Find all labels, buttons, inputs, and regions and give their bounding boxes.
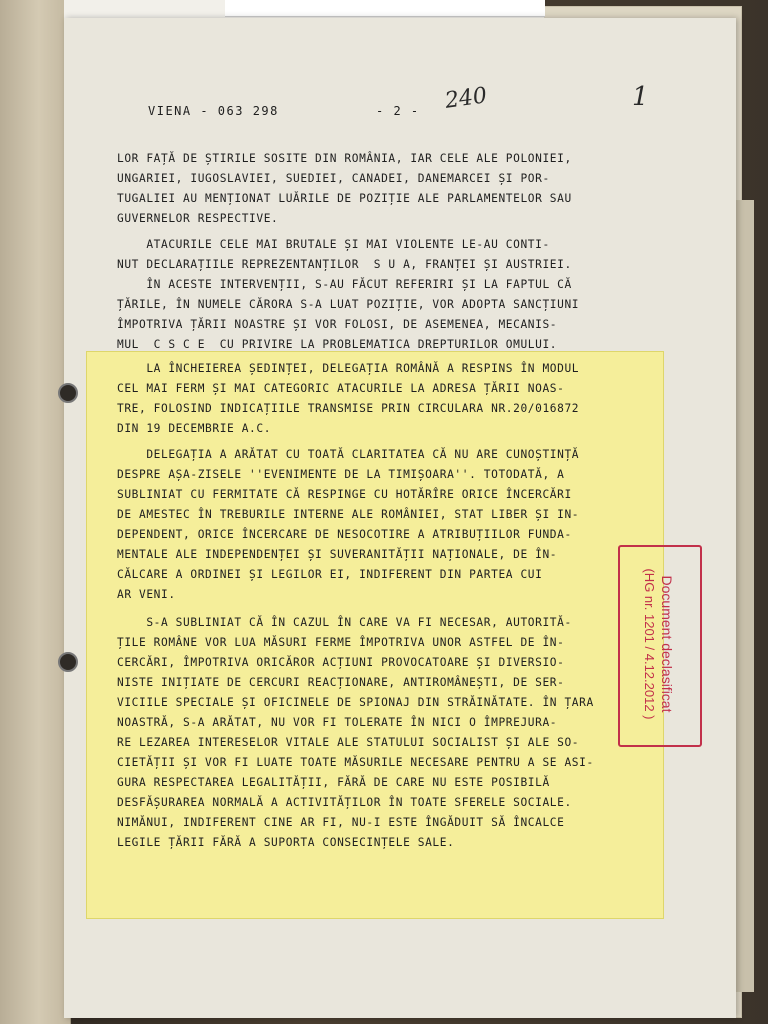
punch-hole <box>58 652 78 672</box>
typed-line: MENTALE ALE INDEPENDENȚEI ȘI SUVERANITĂȚII NAȚIONALE, DE ÎN- <box>117 548 558 561</box>
typed-line: DESFĂȘURAREA NORMALĂ A ACTIVITĂȚILOR ÎN TOATE SFERELE SOCIALE. <box>117 796 572 809</box>
typed-line: LOR FAȚĂ DE ȘTIRILE SOSITE DIN ROMÂNIA, IAR CELE ALE POLONIEI, <box>117 152 572 165</box>
typed-line: S-A SUBLINIAT CĂ ÎN CAZUL ÎN CARE VA FI NECESAR, AUTORITĂ- <box>117 616 572 629</box>
typed-line: GURA RESPECTAREA LEGALITĂȚII, FĂRĂ DE CARE NU ESTE POSIBILĂ <box>117 776 550 789</box>
typed-line: NIMĂNUI, INDIFERENT CINE AR FI, NU-I ESTE ÎNGĂDUIT SĂ ÎNCALCE <box>117 816 565 829</box>
typed-line: LA ÎNCHEIEREA ȘEDINȚEI, DELEGAȚIA ROMÂNĂ A RESPINS ÎN MODUL <box>117 362 580 375</box>
typed-line: RE LEZAREA INTERESELOR VITALE ALE STATULUI SOCIALIST ȘI ALE SO- <box>117 736 580 749</box>
typed-line: GUVERNELOR RESPECTIVE. <box>117 212 279 225</box>
typed-line: DELEGAȚIA A ARĂTAT CU TOATĂ CLARITATEA CĂ NU ARE CUNOȘTINȚĂ <box>117 448 580 461</box>
binder-cover <box>0 0 71 1024</box>
typed-line: NOASTRĂ, S-A ARĂTAT, NU VOR FI TOLERATE ÎN NICI O ÎMPREJURA- <box>117 716 558 729</box>
typed-line: LEGILE ȚĂRII FĂRĂ A SUPORTA CONSECINȚELE SALE. <box>117 836 455 849</box>
typed-line: DEPENDENT, ORICE ÎNCERCARE DE NESOCOTIRE A ATRIBUȚIILOR FUNDA- <box>117 528 572 541</box>
typed-line: DESPRE AȘA-ZISELE ''EVENIMENTE DE LA TIMIȘOARA''. TOTODATĂ, A <box>117 468 565 481</box>
typed-line: AR VENI. <box>117 588 176 601</box>
stamp-line-1: Document declasificat <box>659 575 675 713</box>
typed-line: NUT DECLARAȚIILE REPREZENTANȚILOR S U A, FRANȚEI ȘI AUSTRIEI. <box>117 258 572 271</box>
typed-line: CEL MAI FERM ȘI MAI CATEGORIC ATACURILE LA ADRESA ȚĂRII NOAS- <box>117 382 565 395</box>
typed-line: CIETĂȚII ȘI VOR FI LUATE TOATE MĂSURILE NECESARE PENTRU A SE ASI- <box>117 756 594 769</box>
typed-line: DIN 19 DECEMBRIE A.C. <box>117 422 272 435</box>
document-header-left: VIENA - 063 298 <box>148 104 279 118</box>
highlight-overlay <box>86 351 664 919</box>
punch-hole <box>58 383 78 403</box>
typed-line: NISTE INIȚIATE DE CERCURI REACȚIONARE, ANTIROMÂNEȘTI, DE SER- <box>117 676 565 689</box>
stamp-line-2: (HG nr. 1201 / 4.12.2012 ) <box>642 568 657 720</box>
typed-line: UNGARIEI, IUGOSLAVIEI, SUEDIEI, CANADEI, DANEMARCEI ȘI POR- <box>117 172 550 185</box>
handwritten-number: 240 <box>443 83 489 114</box>
typed-line: MUL C S C E CU PRIVIRE LA PROBLEMATICA DREPTURILOR OMULUI. <box>117 338 558 351</box>
typed-line: DE AMESTEC ÎN TREBURILE INTERNE ALE ROMÂNIEI, STAT LIBER ȘI IN- <box>117 508 580 521</box>
typed-line: ATACURILE CELE MAI BRUTALE ȘI MAI VIOLENTE LE-AU CONTI- <box>117 238 550 251</box>
typed-line: ÎN ACESTE INTERVENȚII, S-AU FĂCUT REFERIRI ȘI LA FAPTUL CĂ <box>117 278 572 291</box>
page-number: - 2 - <box>376 104 420 118</box>
typed-line: ȚILE ROMÂNE VOR LUA MĂSURI FERME ÎMPOTRIVA UNOR ASTFEL DE ÎN- <box>117 636 565 649</box>
typed-line: TUGALIEI AU MENȚIONAT LUĂRILE DE POZIȚIE ALE PARLAMENTELOR SAU <box>117 192 572 205</box>
declassification-stamp-text <box>640 568 676 719</box>
top-white-sheet <box>225 0 545 17</box>
typed-line: CERCĂRI, ÎMPOTRIVA ORICĂROR ACȚIUNI PROVOCATOARE ȘI DIVERSIO- <box>117 656 565 669</box>
handwritten-mark: 1 <box>632 82 649 112</box>
typed-line: SUBLINIAT CU FERMITATE CĂ RESPINGE CU HOTĂRÎRE ORICE ÎNCERCĂRI <box>117 488 572 501</box>
typed-line: TRE, FOLOSIND INDICAȚIILE TRANSMISE PRIN CIRCULARA NR.20/016872 <box>117 402 580 415</box>
typed-line: ȚĂRILE, ÎN NUMELE CĂRORA S-A LUAT POZIȚIE, VOR ADOPTA SANCȚIUNI <box>117 298 580 311</box>
typed-line: VICIILE SPECIALE ȘI OFICINELE DE SPIONAJ DIN STRĂINĂTATE. ÎN ȚARA <box>117 696 594 709</box>
typed-line: ÎMPOTRIVA ȚĂRII NOASTRE ȘI VOR FOLOSI, DE ASEMENEA, MECANIS- <box>117 318 558 331</box>
typed-line: CĂLCARE A ORDINEI ȘI LEGILOR EI, INDIFERENT DIN PARTEA CUI <box>117 568 543 581</box>
